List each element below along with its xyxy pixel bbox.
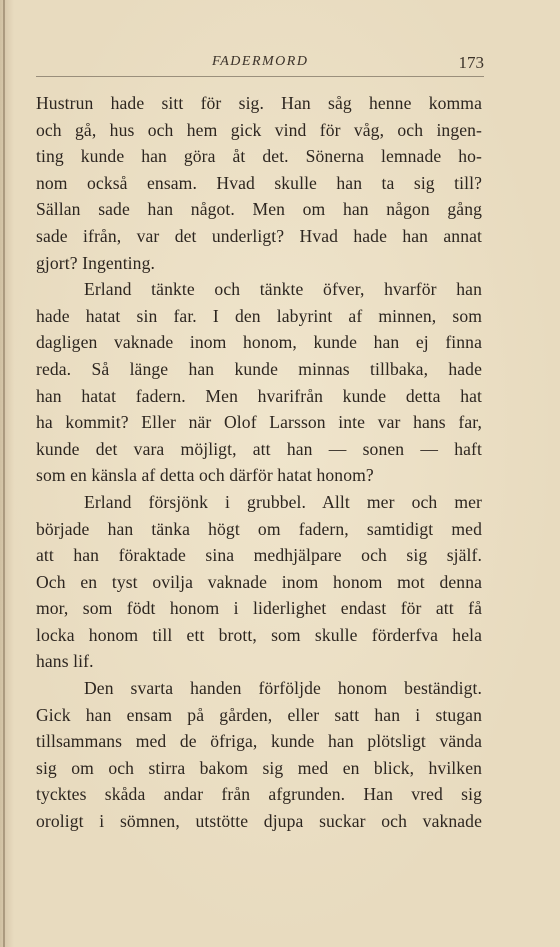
page-header <box>36 52 484 74</box>
text-line: Hustrun hade sitt för sig. Han såg henne komma <box>36 93 482 113</box>
text-line: tillsammans med de öfriga, kunde han plötsligt vända <box>36 731 482 752</box>
text-line: sig om och stirra bakom sig med en blick, hvilken <box>36 757 482 778</box>
text-line: Den svarta handen förföljde honom beständigt. <box>84 678 482 699</box>
text-line: Och en tyst ovilja vaknade inom honom mot denna <box>36 571 482 592</box>
text-line: reda. Så länge han kunde minnas tillbaka, hade <box>36 358 482 379</box>
text-line: dagligen vaknade inom honom, kunde han ej finna <box>36 332 482 353</box>
text-line: kunde det vara möjligt, att han — sonen — haft <box>36 438 482 459</box>
page-number: 173 <box>458 53 484 72</box>
text-line: han hatat fadern. Men hvarifrån kunde detta hat <box>36 385 482 406</box>
body-text <box>36 90 482 835</box>
text-line: ha kommit? Eller när Olof Larsson inte var hans far, <box>36 412 482 433</box>
text-line: hans lif. <box>36 651 94 672</box>
running-head: FADERMORD <box>212 54 309 69</box>
text-line: mor, som födt honom i liderlighet endast för att få <box>36 598 482 619</box>
text-line: Gick han ensam på gården, eller satt han i stugan <box>36 704 482 725</box>
text-line: oroligt i sömnen, utstötte djupa suckar och vaknade <box>36 811 482 832</box>
text-line: att han föraktade sina medhjälpare och sig själf. <box>36 545 482 566</box>
text-line: nom också ensam. Hvad skulle han ta sig till? <box>36 172 482 193</box>
text-line: locka honom till ett brott, som skulle förderfva hela <box>36 624 482 645</box>
text-line: sade ifrån, var det underligt? Hvad hade han annat <box>36 225 482 246</box>
text-line: som en känsla af detta och därför hatat honom? <box>36 465 374 486</box>
text-line: ting kunde han göra åt det. Sönerna lemnade ho- <box>36 146 482 167</box>
text-line: Sällan sade han något. Men om han någon gång <box>36 199 482 220</box>
header-rule <box>36 76 484 77</box>
text-line: började han tänka högt om fadern, samtidigt med <box>36 518 482 539</box>
text-line: Erland försjönk i grubbel. Allt mer och mer <box>84 491 482 512</box>
page-gutter-edge <box>3 0 5 947</box>
text-line: hade hatat sin far. I den labyrint af minnen, som <box>36 305 482 326</box>
text-line: tycktes skåda andar från afgrunden. Han vred sig <box>36 784 482 805</box>
text-line: och gå, hus och hem gick vind för våg, och ingen- <box>36 119 482 140</box>
text-line: Erland tänkte och tänkte öfver, hvarför han <box>84 279 482 300</box>
text-line: gjort? Ingenting. <box>36 252 155 273</box>
